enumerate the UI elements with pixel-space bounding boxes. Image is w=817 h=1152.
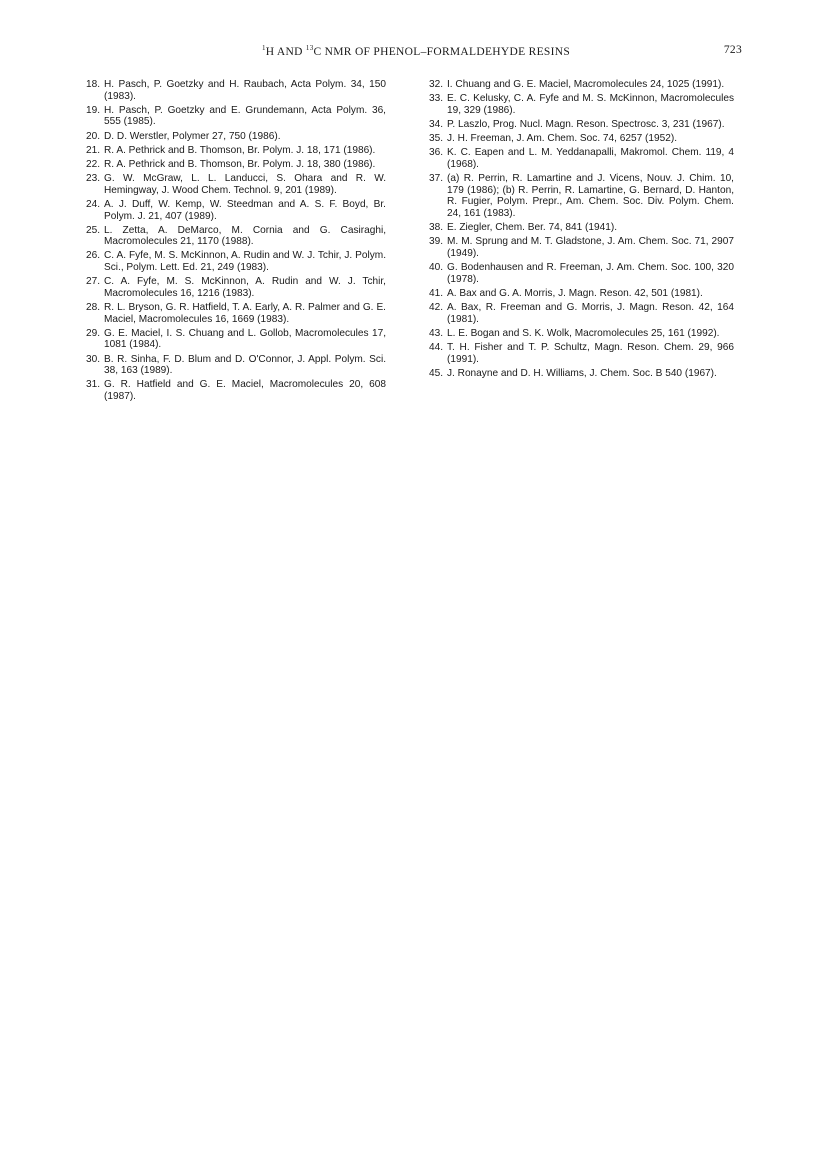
reference-text: J. H. Freeman, J. Am. Chem. Soc. 74, 6257 (1952). bbox=[447, 133, 678, 145]
references-left-column bbox=[86, 79, 386, 405]
reference-item bbox=[429, 328, 734, 340]
reference-text: A. J. Duff, W. Kemp, W. Steedman and A. S. F. Boyd, Br. Polym. J. 21, 407 (1989). bbox=[104, 198, 386, 222]
reference-number: 18. bbox=[86, 79, 101, 90]
reference-number: 32. bbox=[429, 79, 444, 90]
reference-item bbox=[86, 250, 386, 273]
reference-text: G. E. Maciel, I. S. Chuang and L. Gollob, Macromolecules 17, 1081 (1984). bbox=[104, 327, 386, 351]
reference-number: 24. bbox=[86, 198, 101, 210]
reference-item bbox=[429, 342, 734, 365]
reference-number: 22. bbox=[86, 158, 101, 170]
running-title bbox=[90, 44, 742, 58]
reference-text: M. M. Sprung and M. T. Gladstone, J. Am. Chem. Soc. 71, 2907 (1949). bbox=[447, 236, 734, 259]
reference-number: 26. bbox=[86, 250, 101, 262]
reference-text: C. A. Fyfe, M. S. McKinnon, A. Rudin and W. J. Tchir, J. Polym. Sci., Polym. Lett. Ed. 21, 249 (1983). bbox=[104, 250, 386, 274]
reference-text: J. Ronayne and D. H. Williams, J. Chem. Soc. B 540 (1967). bbox=[447, 367, 717, 379]
reference-item bbox=[86, 199, 386, 222]
reference-text: E. Ziegler, Chem. Ber. 74, 841 (1941). bbox=[447, 222, 618, 234]
reference-text: G. Bodenhausen and R. Freeman, J. Am. Chem. Soc. 100, 320 (1978). bbox=[447, 262, 734, 285]
reference-item bbox=[429, 288, 734, 300]
reference-item bbox=[86, 145, 386, 157]
reference-number: 43. bbox=[429, 327, 444, 339]
reference-number: 30. bbox=[86, 353, 101, 365]
reference-text: H. Pasch, P. Goetzky and E. Grundemann, Acta Polym. 36, 555 (1985). bbox=[104, 104, 386, 128]
reference-number: 34. bbox=[429, 118, 444, 130]
reference-item bbox=[429, 262, 734, 285]
reference-number: 36. bbox=[429, 147, 444, 159]
running-header bbox=[90, 44, 742, 60]
reference-text: G. W. McGraw, L. L. Landucci, S. Ohara and R. W. Hemingway, J. Wood Chem. Technol. 9, 201 (1989). bbox=[104, 173, 386, 196]
running-title-rest: C NMR OF PHENOL–FORMALDEHYDE RESINS bbox=[313, 45, 571, 58]
reference-item bbox=[86, 354, 386, 377]
reference-item bbox=[429, 133, 734, 145]
reference-number: 25. bbox=[86, 224, 101, 236]
reference-text: (a) R. Perrin, R. Lamartine and J. Vicens, Nouv. J. Chim. 10, 179 (1986); (b) R. Perrin, R. Lamartine, G. Bernard, D. Hanton, R. Fugier, Polym. Prepr., Am. Chem. Soc. Div. Polym. Chem. 24, 161 (1983). bbox=[447, 173, 734, 219]
reference-item bbox=[86, 131, 386, 143]
reference-number: 42. bbox=[429, 302, 444, 314]
reference-text: E. C. Kelusky, C. A. Fyfe and M. S. McKinnon, Macromolecules 19, 329 (1986). bbox=[447, 93, 734, 116]
running-title-mid: H AND bbox=[265, 45, 306, 58]
reference-item bbox=[429, 173, 734, 219]
reference-number: 20. bbox=[86, 130, 101, 142]
reference-text: D. D. Werstler, Polymer 27, 750 (1986). bbox=[104, 130, 281, 142]
references-right-column bbox=[429, 79, 734, 382]
reference-text: A. Bax, R. Freeman and G. Morris, J. Magn. Reson. 42, 164 (1981). bbox=[447, 302, 734, 325]
reference-text: B. R. Sinha, F. D. Blum and D. O'Connor, J. Appl. Polym. Sci. 38, 163 (1989). bbox=[104, 353, 386, 377]
reference-item bbox=[86, 379, 386, 402]
reference-item bbox=[86, 105, 386, 128]
reference-item bbox=[86, 302, 386, 325]
reference-item bbox=[86, 159, 386, 171]
reference-item bbox=[86, 173, 386, 196]
reference-number: 33. bbox=[429, 93, 444, 105]
reference-text: I. Chuang and G. E. Maciel, Macromolecules 24, 1025 (1991). bbox=[447, 79, 725, 90]
reference-number: 41. bbox=[429, 287, 444, 299]
reference-text: R. A. Pethrick and B. Thomson, Br. Polym. J. 18, 171 (1986). bbox=[104, 144, 376, 156]
reference-text: R. A. Pethrick and B. Thomson, Br. Polym. J. 18, 380 (1986). bbox=[104, 158, 376, 170]
reference-item bbox=[86, 225, 386, 248]
reference-item bbox=[429, 119, 734, 131]
page-number: 723 bbox=[723, 44, 742, 56]
reference-item bbox=[429, 368, 734, 380]
reference-number: 28. bbox=[86, 302, 101, 314]
reference-number: 37. bbox=[429, 173, 444, 185]
reference-item bbox=[429, 302, 734, 325]
reference-number: 19. bbox=[86, 104, 101, 116]
reference-text: T. H. Fisher and T. P. Schultz, Magn. Reson. Chem. 29, 966 (1991). bbox=[447, 342, 734, 365]
reference-text: L. E. Bogan and S. K. Wolk, Macromolecules 25, 161 (1992). bbox=[447, 327, 720, 339]
reference-item bbox=[86, 79, 386, 102]
reference-item bbox=[429, 236, 734, 259]
reference-number: 29. bbox=[86, 327, 101, 339]
reference-number: 27. bbox=[86, 276, 101, 288]
reference-text: C. A. Fyfe, M. S. McKinnon, A. Rudin and W. J. Tchir, Macromolecules 16, 1216 (1983). bbox=[104, 276, 386, 299]
reference-number: 31. bbox=[86, 379, 101, 391]
reference-number: 44. bbox=[429, 342, 444, 353]
reference-item bbox=[86, 328, 386, 351]
reference-number: 38. bbox=[429, 222, 444, 234]
reference-text: L. Zetta, A. DeMarco, M. Cornia and G. Casiraghi, Macromolecules 21, 1170 (1988). bbox=[104, 224, 386, 248]
reference-number: 21. bbox=[86, 144, 101, 156]
reference-number: 45. bbox=[429, 367, 444, 379]
reference-text: P. Laszlo, Prog. Nucl. Magn. Reson. Spectrosc. 3, 231 (1967). bbox=[447, 118, 725, 130]
reference-text: R. L. Bryson, G. R. Hatfield, T. A. Early, A. R. Palmer and G. E. Maciel, Macromolecules 16, 1669 (1983). bbox=[104, 302, 386, 325]
reference-text: H. Pasch, P. Goetzky and H. Raubach, Acta Polym. 34, 150 (1983). bbox=[104, 79, 386, 102]
reference-item bbox=[429, 79, 734, 91]
reference-text: G. R. Hatfield and G. E. Maciel, Macromolecules 20, 608 (1987). bbox=[104, 379, 386, 402]
reference-number: 35. bbox=[429, 133, 444, 145]
h-superscript: 1 bbox=[261, 44, 266, 52]
reference-item bbox=[86, 276, 386, 299]
reference-number: 23. bbox=[86, 173, 101, 185]
reference-item bbox=[429, 93, 734, 116]
reference-item bbox=[429, 147, 734, 170]
reference-number: 40. bbox=[429, 262, 444, 274]
reference-number: 39. bbox=[429, 236, 444, 248]
reference-text: K. C. Eapen and L. M. Yeddanapalli, Makromol. Chem. 119, 4 (1968). bbox=[447, 147, 734, 170]
reference-item bbox=[429, 222, 734, 234]
reference-text: A. Bax and G. A. Morris, J. Magn. Reson. 42, 501 (1981). bbox=[447, 287, 703, 299]
c-superscript: 13 bbox=[305, 44, 314, 52]
